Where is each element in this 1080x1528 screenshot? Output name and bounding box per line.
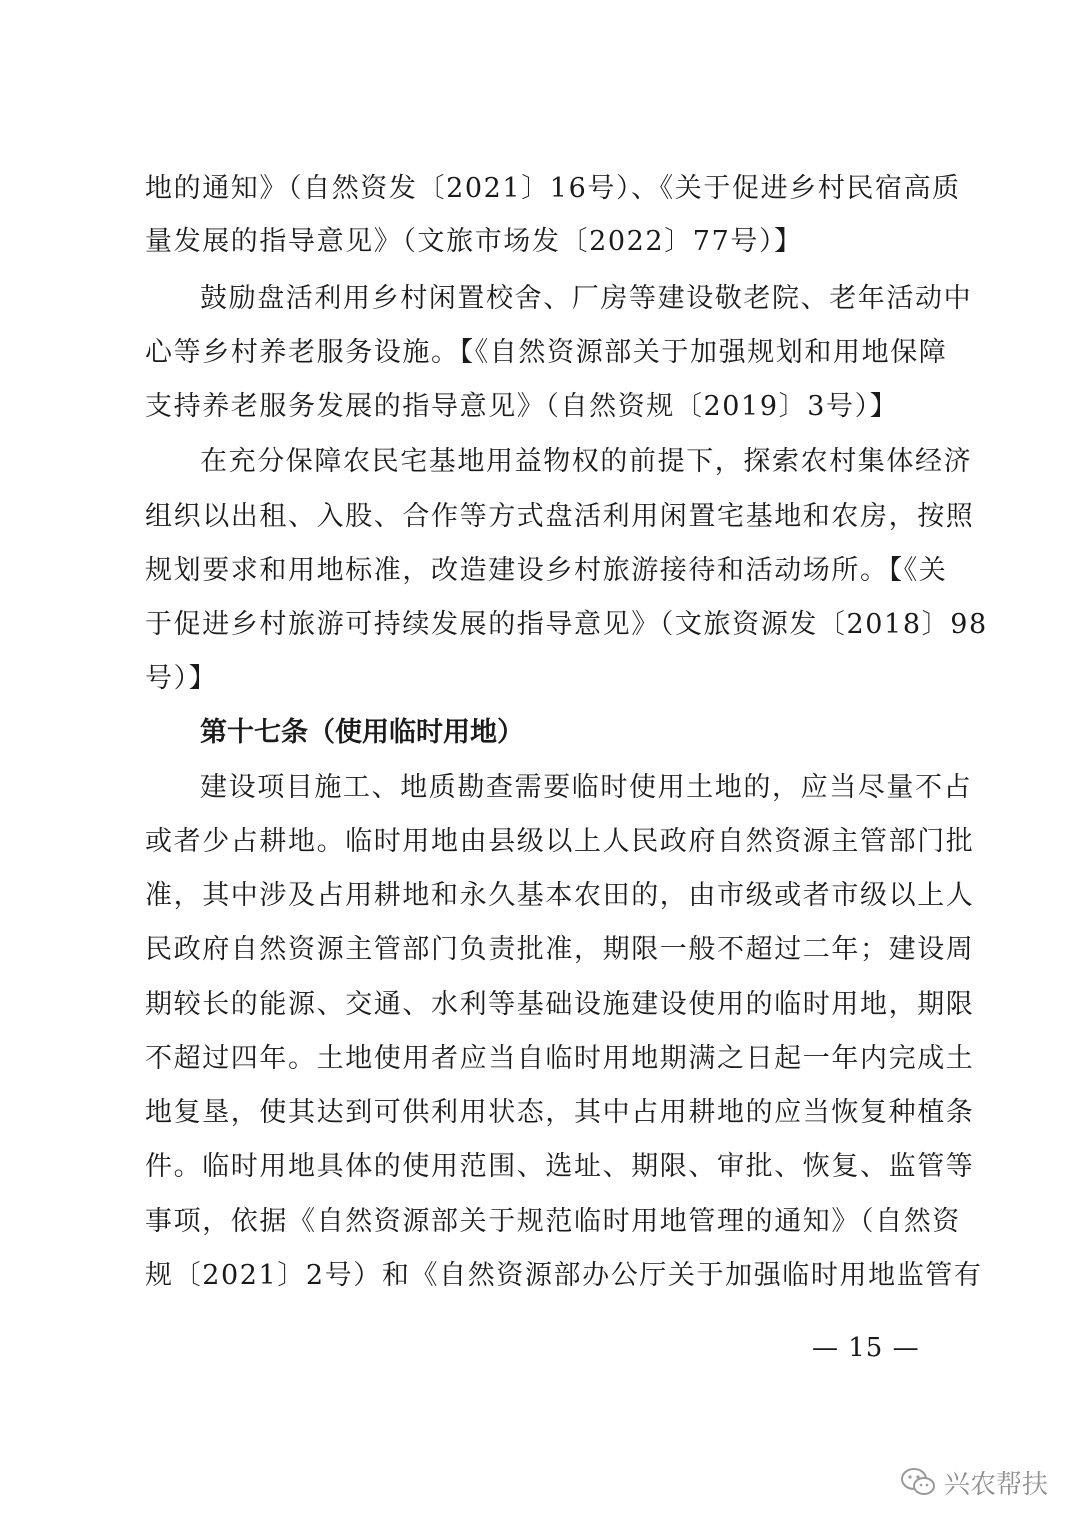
text-line: 规划要求和用地标准，改造建设乡村旅游接待和活动场所。【《关 — [145, 555, 948, 586]
watermark-text: 兴农帮扶 — [944, 1469, 1049, 1500]
text-line: 规〔2021〕2号）和《自然资源部办公厅关于加强临时用地监管有 — [145, 1260, 983, 1291]
text-line: 准，其中涉及占用耕地和永久基本农田的，由市级或者市级以上人 — [145, 880, 975, 911]
text-line: 于促进乡村旅游可持续发展的指导意见》（文旅资源发〔2018〕98 — [145, 609, 988, 640]
text-line: 或者少占耕地。临时用地由县级以上人民政府自然资源主管部门批 — [145, 826, 975, 857]
text-line: 量发展的指导意见》（文旅市场发〔2022〕77号）】 — [145, 226, 803, 257]
text-line: 组织以出租、入股、合作等方式盘活利用闲置宅基地和农房，按照 — [145, 501, 975, 532]
text-line: 地的通知》（自然资发〔2021〕16号）、《关于促进乡村民宿高质 — [145, 173, 961, 204]
text-line: 件。临时用地具体的使用范围、选址、期限、审批、恢复、监管等 — [145, 1151, 975, 1182]
page-number: — 15 — — [812, 1333, 920, 1363]
text-line: 支持养老服务发展的指导意见》（自然资规〔2019〕3号）】 — [145, 391, 899, 422]
text-line: 建设项目施工、地质勘查需要临时使用土地的，应当尽量不占 — [200, 772, 973, 803]
text-line: 心等乡村养老服务设施。【《自然资源部关于加强规划和用地保障 — [145, 337, 948, 368]
text-line: 在充分保障农民宅基地用益物权的前提下，探索农村集体经济 — [200, 446, 973, 477]
wechat-icon — [900, 1467, 936, 1497]
text-line: 号）】 — [145, 663, 218, 694]
text-line: 民政府自然资源主管部门负责批准，期限一般不超过二年；建设周 — [145, 934, 975, 965]
text-line: 地复垦，使其达到可供利用状态，其中占用耕地的应当恢复种植条 — [145, 1097, 975, 1128]
text-line: 期较长的能源、交通、水利等基础设施建设使用的临时用地，期限 — [145, 989, 975, 1020]
text-line: 事项，依据《自然资源部关于规范临时用地管理的通知》（自然资 — [145, 1206, 961, 1237]
article-heading: 第十七条（使用临时用地） — [200, 717, 524, 748]
watermark — [900, 1458, 1048, 1506]
text-line: 不超过四年。土地使用者应当自临时用地期满之日起一年内完成土 — [145, 1043, 975, 1074]
text-line: 鼓励盘活利用乡村闲置校舍、厂房等建设敬老院、老年活动中 — [200, 283, 973, 314]
